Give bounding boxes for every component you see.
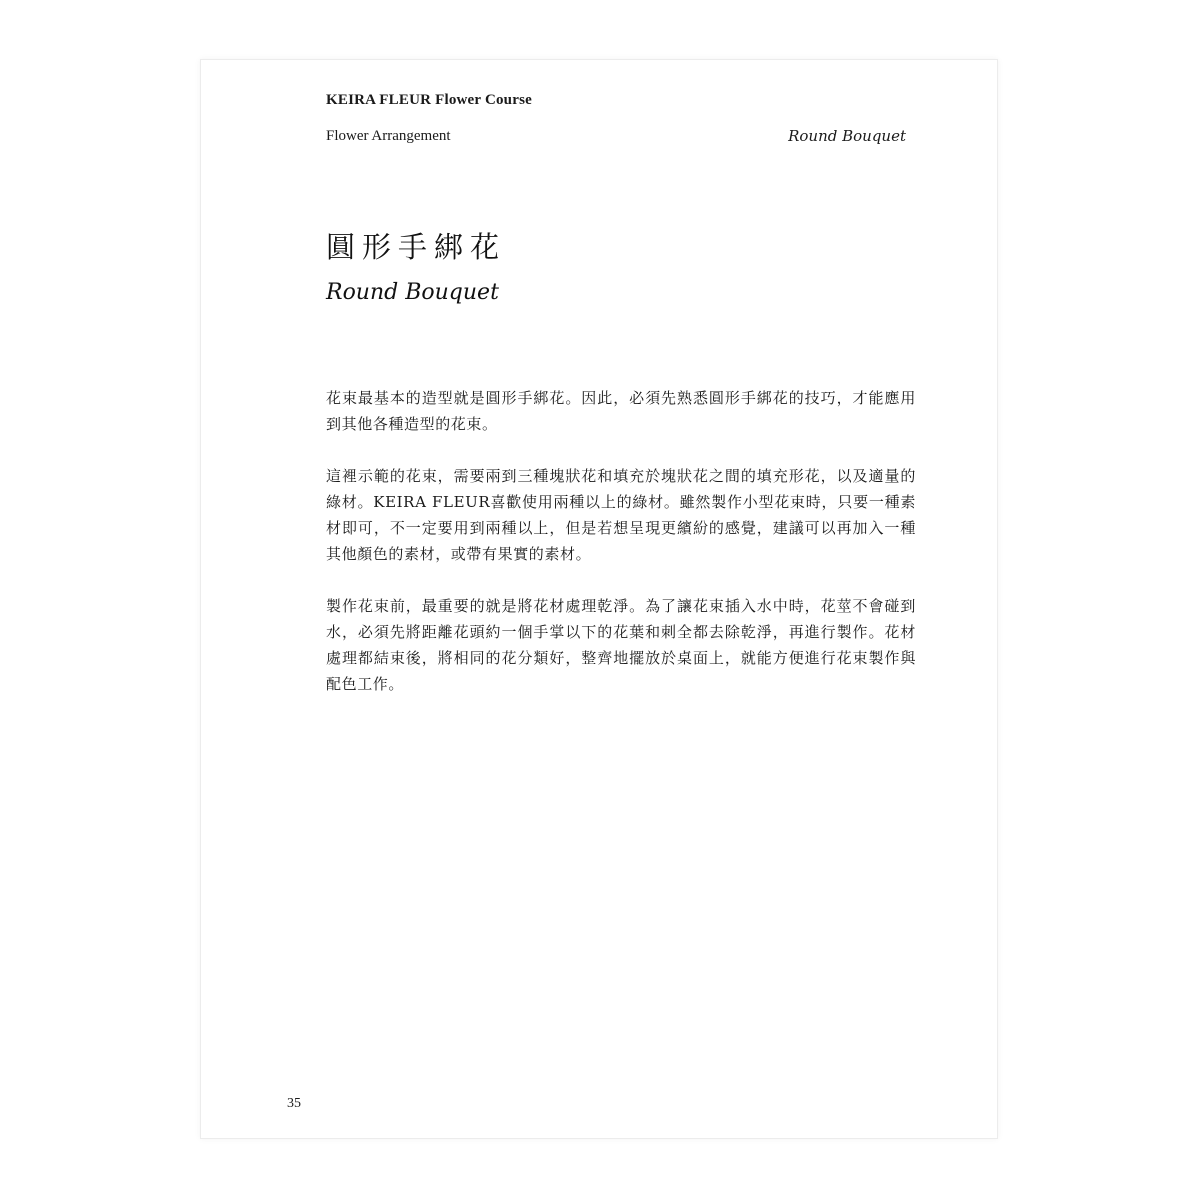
paragraph: 製作花束前，最重要的就是將花材處理乾淨。為了讓花束插入水中時，花莖不會碰到水，必須先將距離花頭約一個手掌以下的花葉和刺全都去除乾淨，再進行製作。花材處理都結束後，將相同的花分類好，整齊地擺放於桌面上，就能方便進行花束製作與配色工作。	[326, 597, 916, 693]
paragraph: 花束最基本的造型就是圓形手綁花。因此，必須先熟悉圓形手綁花的技巧，才能應用到其他各種造型的花束。	[326, 389, 916, 433]
running-header-section: Flower Arrangement	[326, 128, 451, 144]
running-header-chapter: Round Bouquet	[788, 127, 906, 145]
page-number: 35	[287, 1096, 301, 1111]
body-text	[326, 385, 916, 723]
book-page	[200, 59, 998, 1139]
paragraph: 這裡示範的花束，需要兩到三種塊狀花和填充於塊狀花之間的填充形花，以及適量的綠材。KEIRA FLEUR喜歡使用兩種以上的綠材。雖然製作小型花束時，只要一種素材即可，不一定要用到兩種以上，但是若想呈現更繽紛的感覺，建議可以再加入一種其他顏色的素材，或帶有果實的素材。	[326, 467, 916, 563]
running-header-title: KEIRA FLEUR Flower Course	[326, 92, 532, 108]
chapter-title-chinese: 圓形手綁花	[326, 230, 507, 264]
chapter-title-english: Round Bouquet	[326, 280, 499, 305]
